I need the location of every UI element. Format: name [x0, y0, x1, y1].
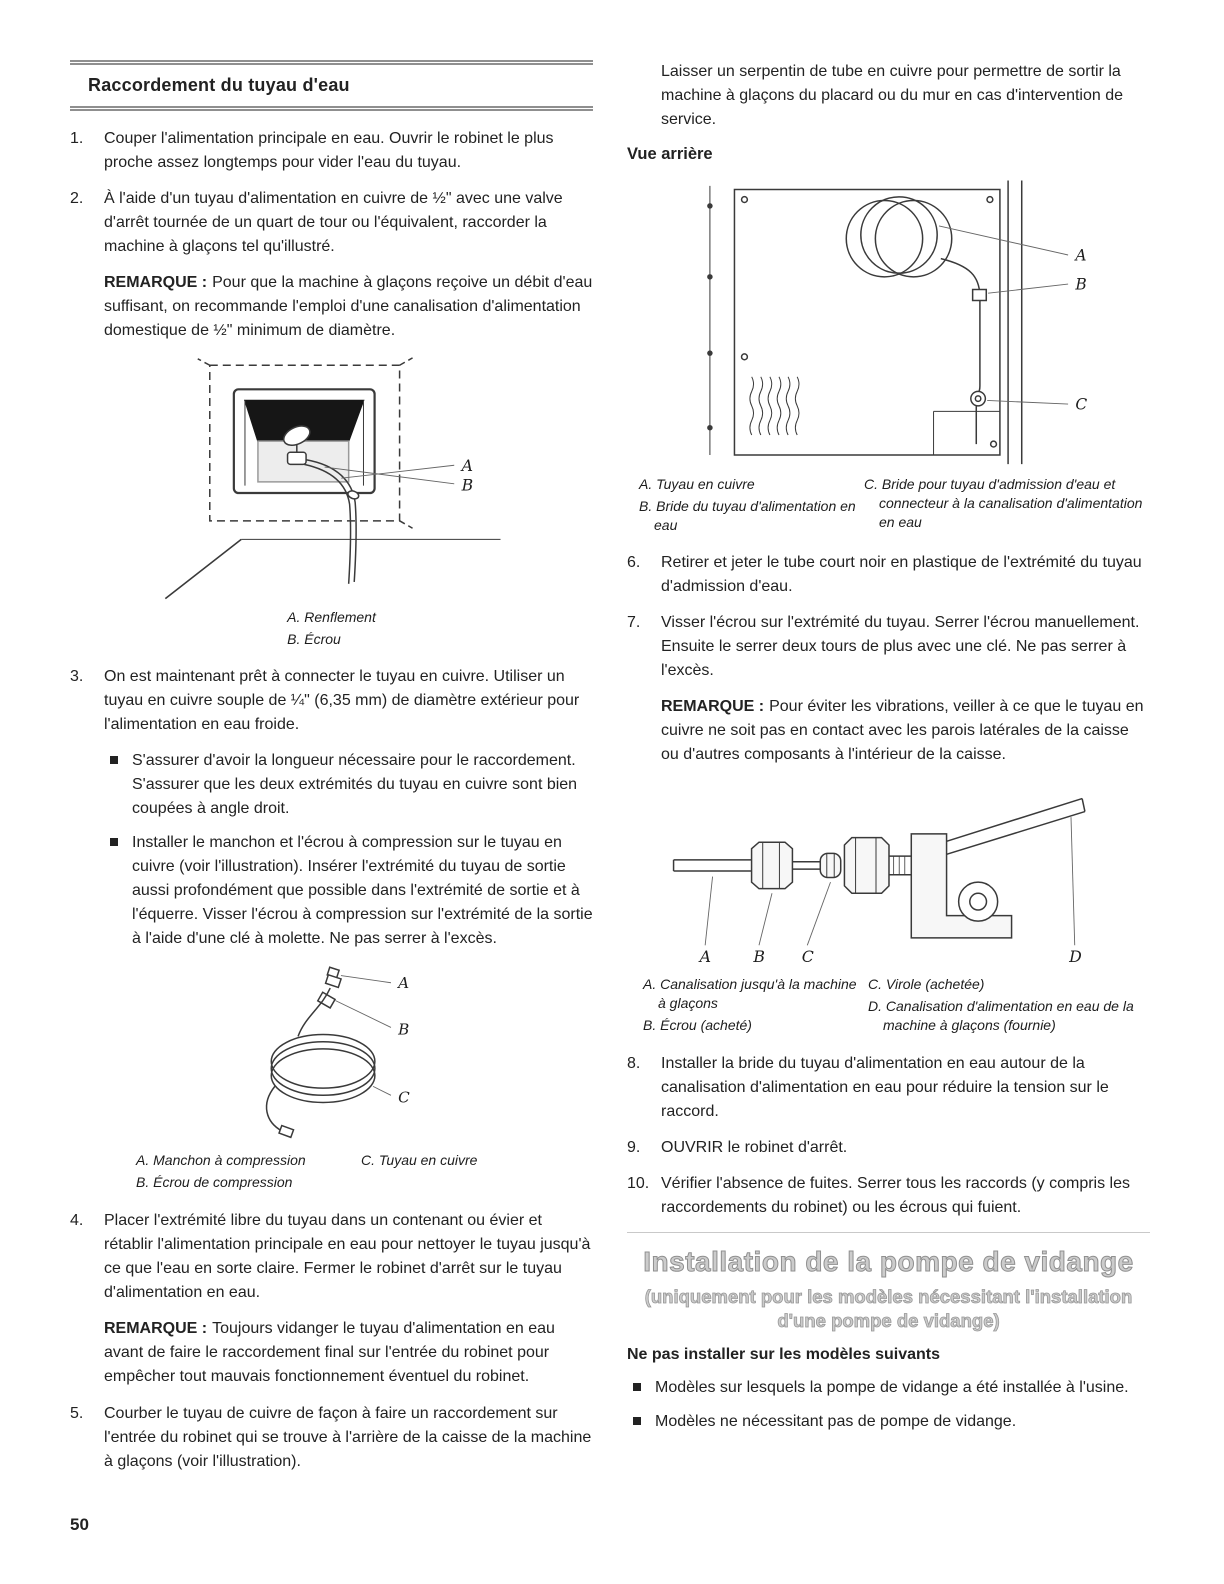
- step-text: Couper l'alimentation principale en eau. Ouvrir le robinet le plus proche assez longtemps pour vider l'eau du tuyau.: [104, 130, 554, 171]
- heading-rule-bottom: [70, 106, 593, 111]
- remark-label: REMARQUE :: [661, 698, 765, 716]
- step-text: On est maintenant prêt à connecter le tuyau en cuivre. Utiliser un tuyau en cuivre souple de ¼" (6,35 mm) de diamètre extérieur pour l'alimentation en eau froide.: [104, 667, 580, 733]
- remark-text: Toujours vidanger le tuyau d'alimentation en eau avant de faire le raccordement final sur l'entrée du robinet pour empêcher tout mauvais fonctionnement éventuel du robinet.: [104, 1319, 555, 1385]
- bullet-item: [104, 749, 593, 821]
- wall-valve-illustration: [156, 356, 508, 606]
- figure4-captions: [643, 975, 1150, 1038]
- section-heading-block: [70, 60, 593, 111]
- step-number: 10.: [627, 1175, 650, 1193]
- figure3-label-a: A: [1074, 246, 1087, 265]
- section-title: Raccordement du tuyau d'eau: [88, 75, 350, 95]
- bullet-text: S'assurer d'avoir la longueur nécessaire pour le raccordement. S'assurer que les deux extrémités du tuyau en cuivre sont bien coupées à angle droit.: [132, 751, 578, 817]
- figure2-label-a: A: [397, 973, 409, 992]
- step-number: 6.: [627, 554, 641, 572]
- caption-column: [868, 975, 1150, 1038]
- caption-line: A. Manchon à compression: [136, 1151, 306, 1168]
- caption-column: [643, 975, 868, 1038]
- caption-column: [361, 1151, 593, 1195]
- pump-section-subtitle: (uniquement pour les modèles nécessitant l'installation d'une pompe de vidange): [644, 1285, 1133, 1331]
- figure-wall-valve: [70, 356, 593, 606]
- step-number: 7.: [627, 614, 641, 632]
- step-item-4: [70, 1209, 593, 1305]
- step-item-6: [627, 551, 1150, 599]
- figure4-label-b: B: [752, 947, 765, 967]
- caption-line: B. Écrou: [287, 630, 341, 647]
- figure3-label-c: C: [1074, 395, 1087, 414]
- page-columns: [70, 60, 1150, 1486]
- compression-fitting-illustration: [654, 780, 1124, 975]
- coiled-tube-illustration: [198, 961, 466, 1151]
- step-text: OUVRIR le robinet d'arrêt.: [661, 1139, 848, 1157]
- figure1-label-b: B: [461, 475, 473, 495]
- bullet-item: [627, 1410, 1150, 1434]
- pump-warning-heading: Ne pas installer sur les modèles suivants: [627, 1345, 941, 1363]
- caption-line: A. Canalisation jusqu'à la machine à glaçons: [643, 976, 857, 1012]
- caption-line: B. Bride du tuyau d'alimentation en eau: [639, 497, 856, 533]
- caption-column: [136, 1151, 361, 1195]
- caption-column: [864, 475, 1150, 538]
- left-column: [70, 60, 593, 1486]
- pump-section: [627, 1232, 1150, 1434]
- remark-note-3: [661, 695, 1150, 767]
- right-column: [627, 60, 1150, 1486]
- caption-line: D. Canalisation d'alimentation en eau de la machine à glaçons (fournie): [868, 998, 1134, 1034]
- figure4-label-c: C: [801, 947, 814, 967]
- figure-coiled-tube: [70, 961, 593, 1151]
- bullet-text: Modèles ne nécessitant pas de pompe de vidange.: [655, 1412, 1017, 1430]
- remark-label: REMARQUE :: [104, 274, 208, 291]
- pump-section-divider: [627, 1232, 1150, 1233]
- step-number: 9.: [627, 1139, 641, 1157]
- heading-rule-top: [70, 60, 593, 65]
- figure1-label-a: A: [461, 455, 473, 475]
- caption-line: B. Écrou (acheté): [643, 1017, 752, 1034]
- step-item-3: [70, 665, 593, 737]
- step-text: Vérifier l'absence de fuites. Serrer tous les raccords (y compris les raccordements du robinet) ou les écrous qui fuient.: [661, 1175, 1131, 1217]
- square-bullet-icon: [633, 1383, 641, 1391]
- figure3-label-b: B: [1074, 275, 1087, 294]
- square-bullet-icon: [110, 756, 118, 764]
- figure-compression-fitting: [627, 780, 1150, 975]
- step-text: Retirer et jeter le tube court noir en plastique de l'extrémité du tuyau d'admission d'eau.: [661, 554, 1142, 596]
- step-text: Placer l'extrémité libre du tuyau dans un contenant ou évier et rétablir l'alimentation principale en eau pour nettoyer le tuyau jusqu'à ce que l'eau en sorte claire. Fermer le robinet d'arrêt sur le tuyau d'alimentation en eau.: [104, 1211, 591, 1301]
- step-text: Courber le tuyau de cuivre de façon à faire un raccordement sur l'entrée du robinet qui se trouve à l'arrière de la caisse de la machine à glaçons (voir l'illustration).: [104, 1404, 592, 1470]
- bullet-item: [627, 1376, 1150, 1400]
- step-number: 4.: [70, 1211, 84, 1229]
- step-item-5: [70, 1402, 593, 1474]
- step-item-8: [627, 1052, 1150, 1124]
- step-item-9: [627, 1136, 1150, 1160]
- intro-paragraph: Laisser un serpentin de tube en cuivre pour permettre de sortir la machine à glaçons du placard ou du mur en cas d'intervention de service.: [661, 63, 1124, 128]
- step-item-7: [627, 611, 1150, 683]
- bullet-text: Installer le manchon et l'écrou à compression sur le tuyau en cuivre (voir l'illustration). Insérer l'extrémité du tuyau de sortie aussi profondément que possible dans l'extrémité de sortie et à l'équerre. Visser l'écrou à compression sur l'extrémité de la sortie à l'aide d'une clé à molette. Ne pas serrer à l'excès.: [132, 833, 593, 947]
- step-item-1: [70, 127, 593, 175]
- page-number: 50: [70, 1515, 89, 1534]
- rear-view-illustration: [654, 175, 1124, 475]
- figure3-captions: [639, 475, 1150, 538]
- caption-column: [639, 475, 864, 538]
- pump-section-title: Installation de la pompe de vidange: [643, 1246, 1134, 1278]
- caption-line: C. Tuyau en cuivre: [361, 1151, 478, 1168]
- remark-text: Pour éviter les vibrations, veiller à ce que le tuyau en cuivre ne soit pas en contact avec les parois latérales de la caisse ou d'autres composants à l'intérieur de la caisse.: [661, 698, 1144, 764]
- step-number: 5.: [70, 1404, 84, 1422]
- caption-line: B. Écrou de compression: [136, 1173, 293, 1190]
- figure2-label-c: C: [397, 1088, 410, 1107]
- step-item-10: [627, 1172, 1150, 1220]
- figure4-label-a: A: [699, 947, 711, 967]
- subheading-vue-arriere: Vue arrière: [627, 145, 713, 163]
- square-bullet-icon: [110, 838, 118, 846]
- step-number: 8.: [627, 1055, 641, 1073]
- step-item-2: [70, 187, 593, 259]
- remark-text: Pour que la machine à glaçons reçoive un débit d'eau suffisant, on recommande l'emploi d'une canalisation d'alimentation domestique de ½" minimum de diamètre.: [104, 274, 593, 339]
- step-number: 2.: [70, 190, 84, 207]
- figure2-label-b: B: [397, 1020, 409, 1039]
- caption-line: C. Virole (achetée): [868, 976, 985, 993]
- caption-line: A. Tuyau en cuivre: [639, 475, 755, 492]
- square-bullet-icon: [633, 1417, 641, 1425]
- caption-line: A. Renflement: [287, 609, 376, 625]
- step-number: 3.: [70, 667, 84, 685]
- figure4-label-d: D: [1068, 947, 1082, 967]
- step-text: Installer la bride du tuyau d'alimentation en eau autour de la canalisation d'alimentation en eau pour réduire la tension sur le raccord.: [661, 1055, 1109, 1121]
- step-text: À l'aide d'un tuyau d'alimentation en cuivre de ½" avec une valve d'arrêt tournée de un quart de tour ou l'équivalent, raccorder la machine à glaçons tel qu'illustré.: [104, 190, 563, 255]
- figure1-captions: [287, 608, 376, 649]
- remark-label: REMARQUE :: [104, 1319, 208, 1337]
- step-number: 1.: [70, 130, 84, 147]
- caption-line: C. Bride pour tuyau d'admission d'eau et connecteur à la canalisation d'alimentation en eau: [864, 475, 1143, 530]
- figure2-captions: [136, 1151, 593, 1195]
- step-text: Visser l'écrou sur l'extrémité du tuyau. Serrer l'écrou manuellement. Ensuite le serrer deux tours de plus avec une clé. Ne pas serrer à l'excès.: [661, 614, 1140, 680]
- remark-note-2: [104, 1317, 593, 1389]
- figure-rear-view: [627, 175, 1150, 475]
- bullet-text: Modèles sur lesquels la pompe de vidange a été installée à l'usine.: [655, 1378, 1129, 1396]
- remark-note-1: [104, 271, 593, 343]
- bullet-item: [104, 831, 593, 951]
